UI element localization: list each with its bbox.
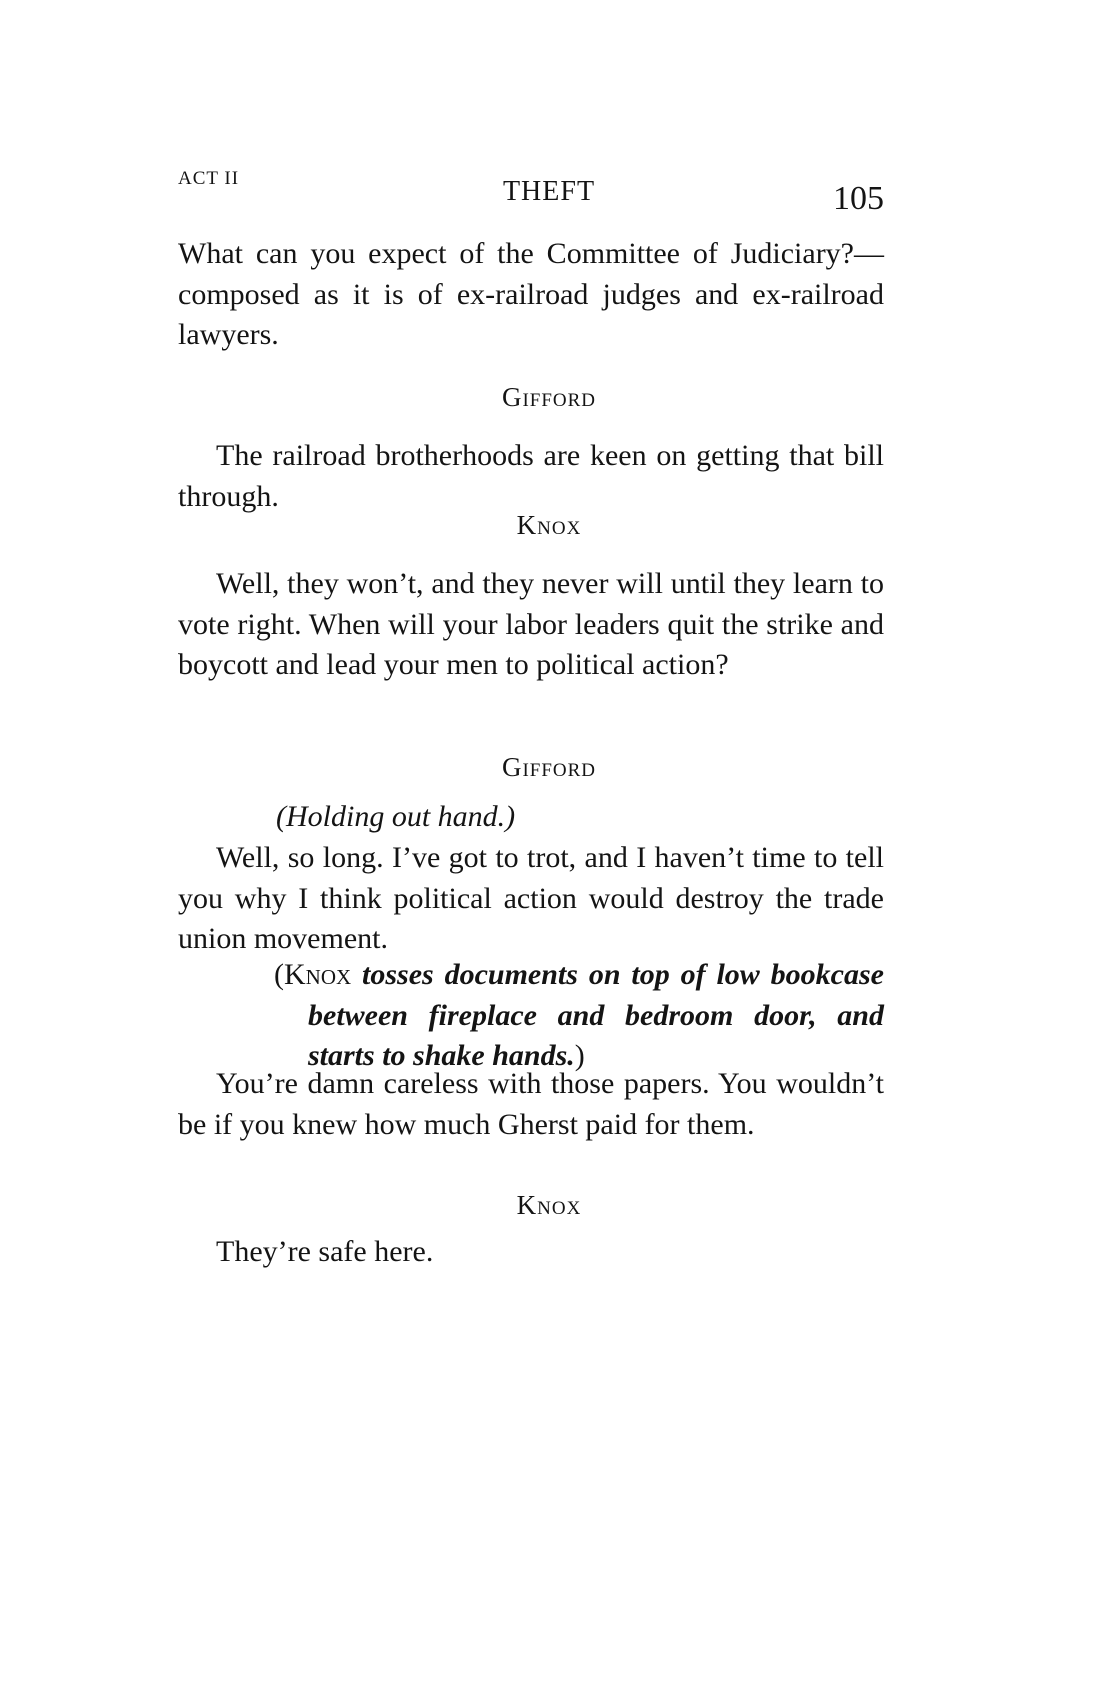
speaker-name: Knox — [516, 1190, 582, 1220]
speaker-name: Gifford — [501, 382, 597, 412]
paragraph-4 — [178, 838, 884, 960]
paragraph-text: What can you expect of the Committee of Judiciary?—composed as it is of ex-railroad judges and ex-railroad lawyers. — [178, 237, 884, 351]
paragraph-text: The railroad brotherhoods are keen on getting that bill through. — [178, 439, 884, 513]
speaker-name: Knox — [516, 510, 582, 540]
running-head-title: THEFT — [502, 176, 596, 207]
speaker-name: Gifford — [501, 752, 597, 782]
page-number: 105 — [833, 180, 884, 217]
stage-direction-text: tosses documents on top of low bookcase between fireplace and bedroom door, and starts to shake hands. — [308, 958, 884, 1072]
paragraph-text: You’re damn careless with those papers. You wouldn’t be if you knew how much Gherst paid for them. — [178, 1067, 884, 1141]
stage-direction-holding: (Holding out hand.) — [276, 800, 516, 833]
paragraph-1 — [178, 234, 884, 356]
running-head-act: ACT II — [178, 168, 240, 189]
stage-direction — [274, 955, 884, 1077]
paragraph-text: They’re safe here. — [216, 1235, 434, 1268]
stage-character-name: Knox — [284, 958, 352, 991]
paragraph-3 — [178, 564, 884, 686]
paragraph-5 — [178, 1064, 884, 1145]
paragraph-2 — [178, 436, 884, 517]
stage-paren-open: ( — [274, 958, 284, 991]
paragraph-text: Well, so long. I’ve got to trot, and I haven’t time to tell you why I think political action would destroy the trade union movement. — [178, 841, 884, 955]
paragraph-text: Well, they won’t, and they never will until they learn to vote right. When will your labor leaders quit the strike and boycott and lead your men to political action? — [178, 567, 884, 681]
stage-paren-close: ) — [574, 1039, 585, 1072]
paragraph-6 — [178, 1232, 884, 1273]
